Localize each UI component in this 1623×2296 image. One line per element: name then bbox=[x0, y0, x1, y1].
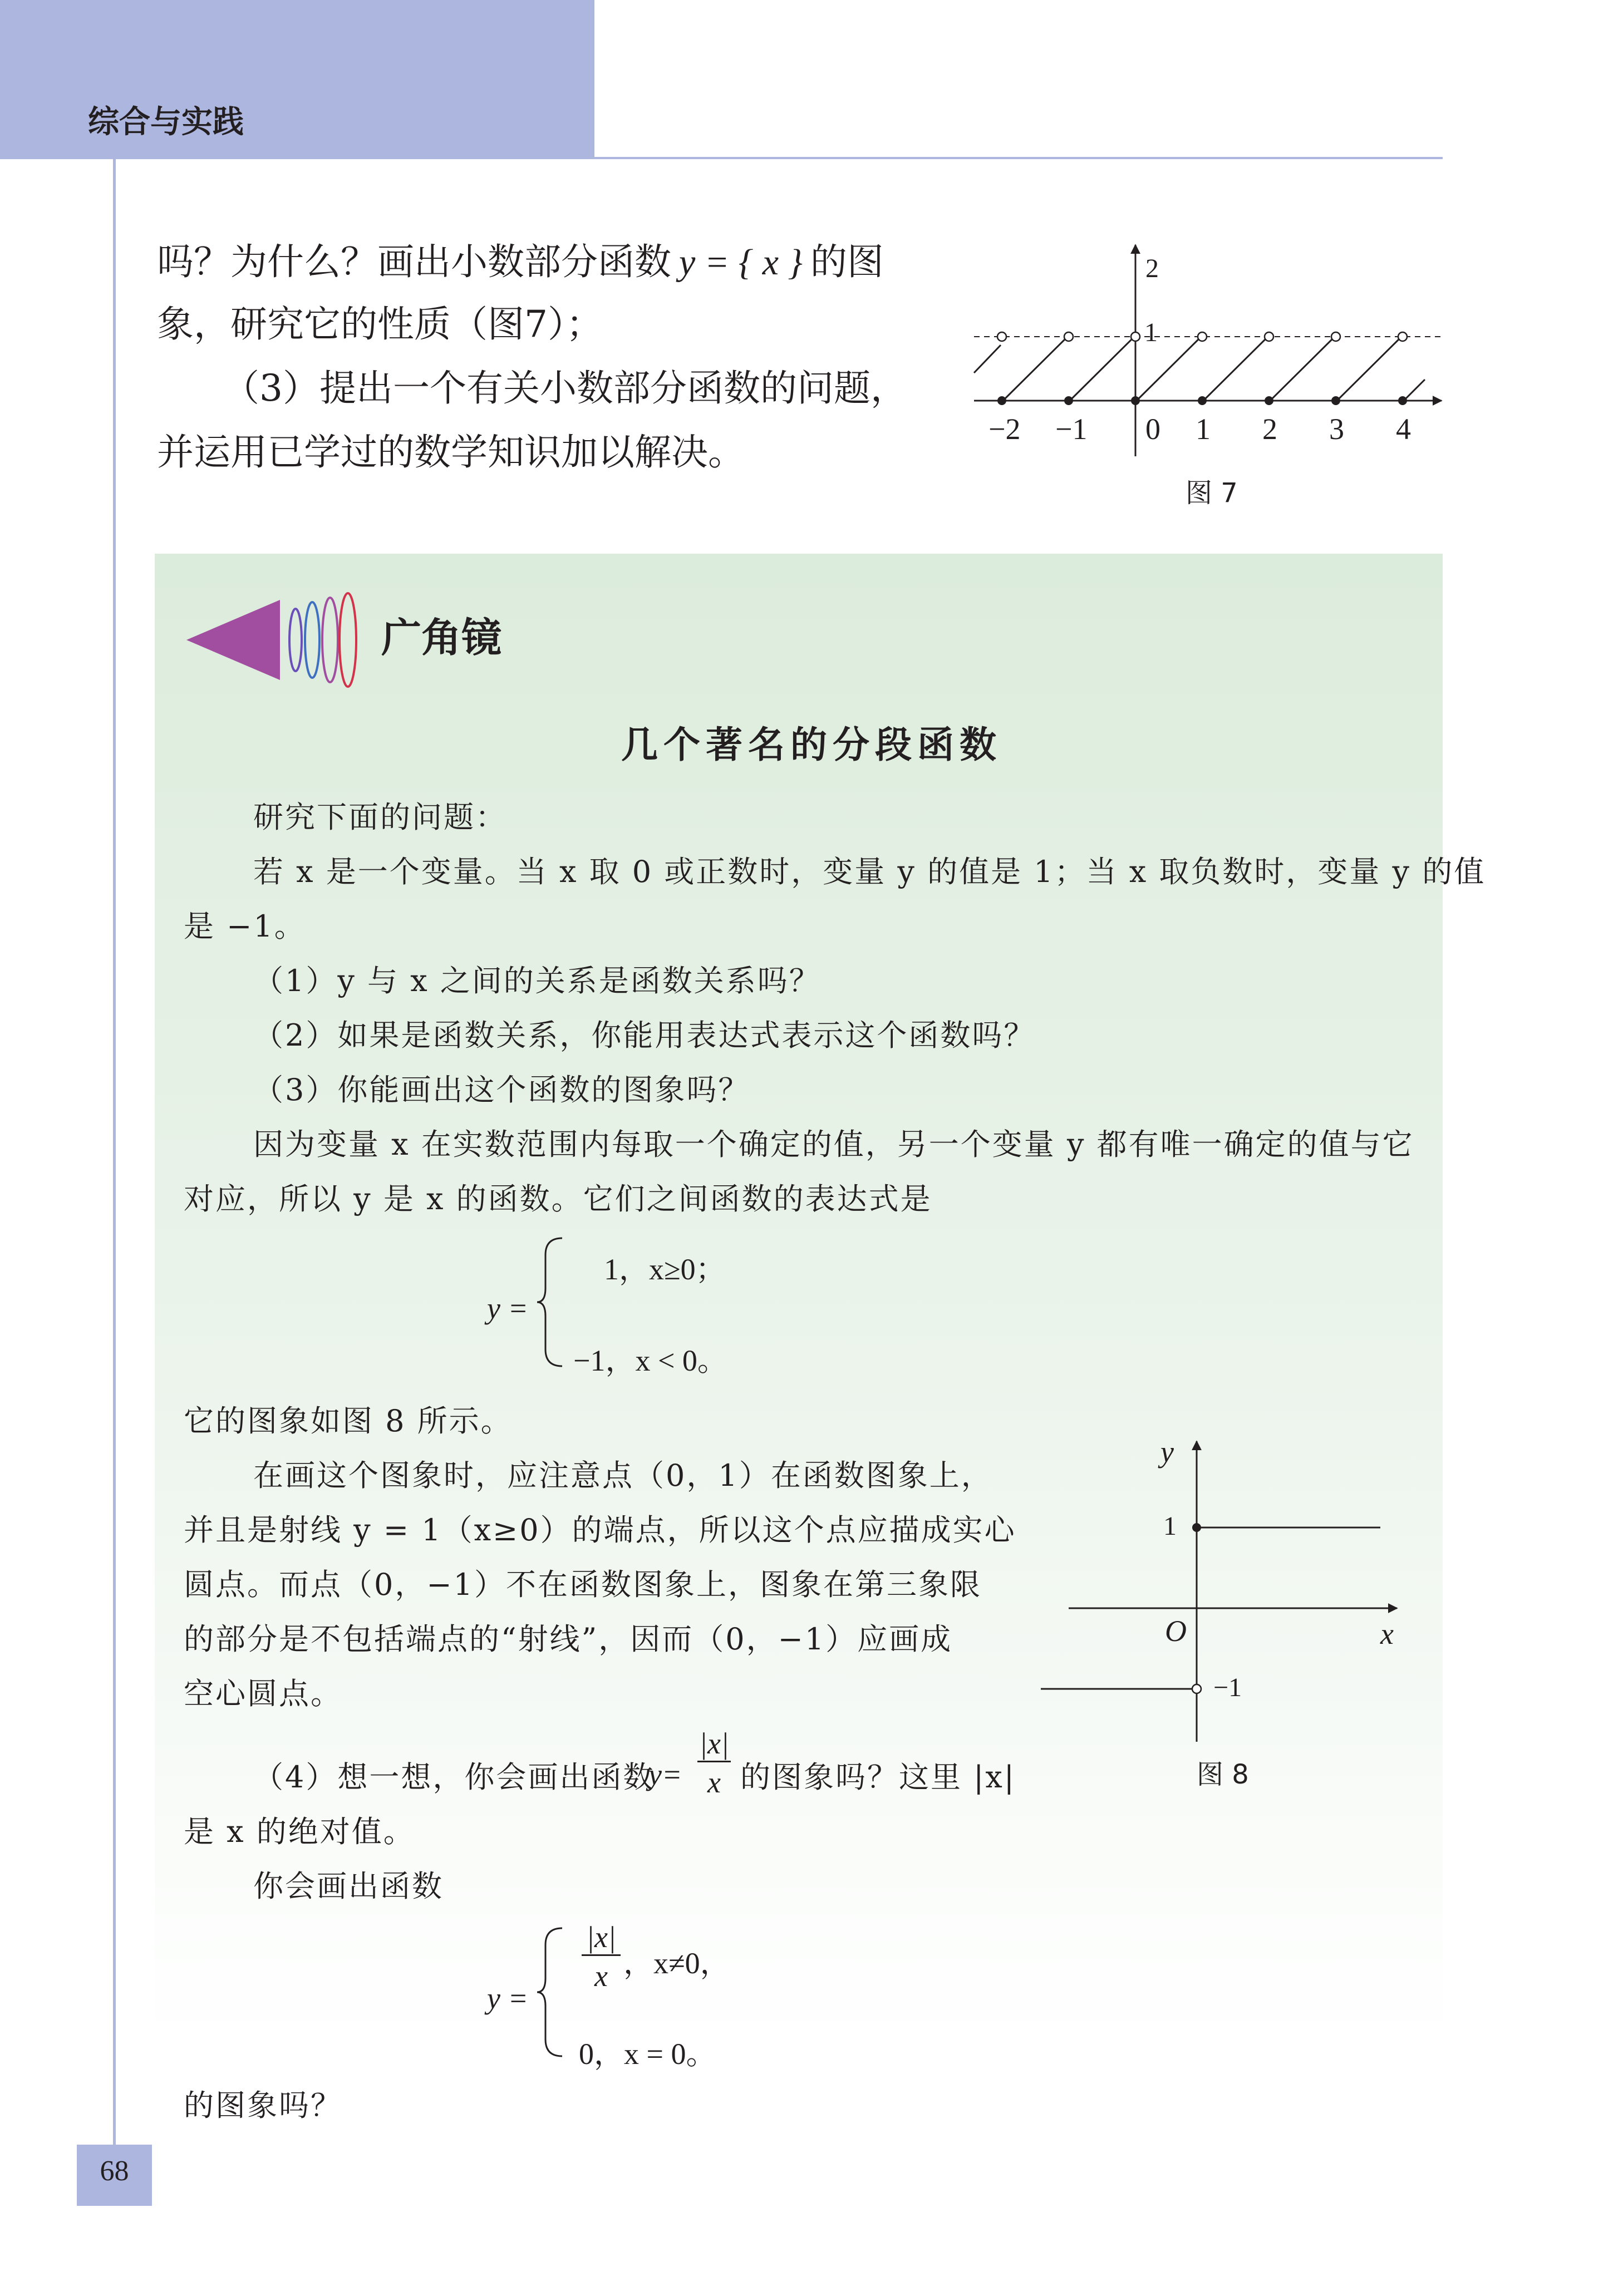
wa-line-5: （3）你能画出这个函数的图象吗？ bbox=[253, 1072, 750, 1107]
q4-post: 的图象吗？这里 |x| bbox=[740, 1760, 1016, 1795]
q4-pre: （4）想一想，你会画出函数 bbox=[253, 1760, 655, 1795]
eq2-brace bbox=[534, 1923, 568, 2062]
fig7-ytick: 1 bbox=[1144, 318, 1158, 347]
q4-frac-num: |x| bbox=[697, 1726, 731, 1762]
eq1-case2: −1，x < 0。 bbox=[573, 1344, 727, 1377]
top-line-4: 并运用已学过的数学知识加以解决。 bbox=[157, 431, 745, 474]
top-line-2: 象，研究它的性质（图7）； bbox=[157, 303, 603, 346]
fig7-xtick: 1 bbox=[1196, 412, 1211, 446]
fig8-y-label: y bbox=[1160, 1435, 1174, 1469]
q4-line2: 是 x 的绝对值。 bbox=[184, 1814, 415, 1849]
fig8-graph bbox=[1041, 1430, 1408, 1753]
last-line: 的图象吗？ bbox=[184, 2088, 342, 2123]
header-rule bbox=[594, 157, 1443, 159]
fig8-caption: 图 8 bbox=[1197, 1759, 1249, 1790]
margin-rule bbox=[113, 159, 116, 2149]
wa-line-6: 因为变量 x 在实数范围内每取一个确定的值，另一个变量 y 都有唯一确定的值与它 bbox=[253, 1127, 1414, 1162]
wide-angle-icon bbox=[186, 590, 370, 690]
para2-line-3: 的部分是不包括端点的“射线”，因而（0，−1）应画成 bbox=[184, 1622, 953, 1657]
eq2-lhs: y = bbox=[487, 1982, 528, 2015]
wa-line-4: （2）如果是函数关系，你能用表达式表示这个函数吗？ bbox=[253, 1018, 1036, 1053]
eq2-case1-cond: ，x≠0， bbox=[623, 1947, 730, 1980]
fig7-xtick: 2 bbox=[1262, 412, 1277, 446]
fig7-ytick: 2 bbox=[1145, 254, 1159, 283]
q4-frac-den: x bbox=[707, 1766, 721, 1799]
eq1-brace bbox=[534, 1233, 568, 1372]
wide-angle-title: 广角镜 bbox=[381, 614, 502, 661]
wa-line-2: 是 −1。 bbox=[184, 909, 306, 944]
fig8-tick-pos: 1 bbox=[1163, 1511, 1177, 1541]
fig7-xtick: 3 bbox=[1329, 412, 1344, 446]
wa-line-3: （1）y 与 x 之间的关系是函数关系吗？ bbox=[253, 963, 821, 998]
fig8-tick-neg: −1 bbox=[1213, 1673, 1242, 1702]
wa-line-1: 若 x 是一个变量。当 x 取 0 或正数时，变量 y 的值是 1；当 x 取负数时，变量 y 的值 bbox=[253, 854, 1486, 889]
eq2-frac-den: x bbox=[594, 1959, 608, 1993]
page-number: 68 bbox=[100, 2155, 129, 2187]
para2-line-1: 并且是射线 y = 1（x≥0）的端点，所以这个点应描成实心 bbox=[184, 1512, 1016, 1548]
top-line-3: （3）提出一个有关小数部分函数的问题， bbox=[223, 367, 907, 410]
fig7-xtick: −1 bbox=[1055, 412, 1088, 446]
fig7-caption: 图 7 bbox=[1186, 477, 1238, 509]
fig8-x-label: x bbox=[1380, 1617, 1394, 1650]
eq1-case1: 1，x≥0； bbox=[604, 1253, 726, 1286]
wa-line-7: 对应，所以 y 是 x 的函数。它们之间函数的表达式是 bbox=[184, 1181, 932, 1216]
fig8-origin: O bbox=[1165, 1614, 1187, 1648]
eq2-frac-num: |x| bbox=[582, 1920, 621, 1956]
fig7-xtick: −2 bbox=[988, 412, 1021, 446]
eq1-lhs: y = bbox=[487, 1292, 528, 1325]
para2-line-4: 空心圆点。 bbox=[184, 1676, 342, 1711]
para2-line-2: 圆点。而点（0，−1）不在函数图象上，图象在第三象限 bbox=[184, 1567, 982, 1602]
fig7-xtick: 0 bbox=[1145, 412, 1160, 446]
wa-line-0: 研究下面的问题： bbox=[253, 800, 507, 835]
chapter-title: 综合与实践 bbox=[88, 104, 244, 140]
section-title: 几个著名的分段函数 bbox=[621, 723, 1002, 766]
eq2-case2: 0，x = 0。 bbox=[579, 2037, 716, 2071]
q4-lhs: y= bbox=[648, 1758, 682, 1791]
para2-line-0: 在画这个图象时，应注意点（0，1）在函数图象上， bbox=[253, 1458, 993, 1493]
fig7-xtick: 4 bbox=[1396, 412, 1411, 446]
top-line-1: 吗？为什么？画出小数部分函数 y = { x } 的图 bbox=[157, 240, 884, 283]
after-eq1: 它的图象如图 8 所示。 bbox=[184, 1403, 513, 1438]
q5: 你会画出函数 bbox=[253, 1869, 444, 1904]
